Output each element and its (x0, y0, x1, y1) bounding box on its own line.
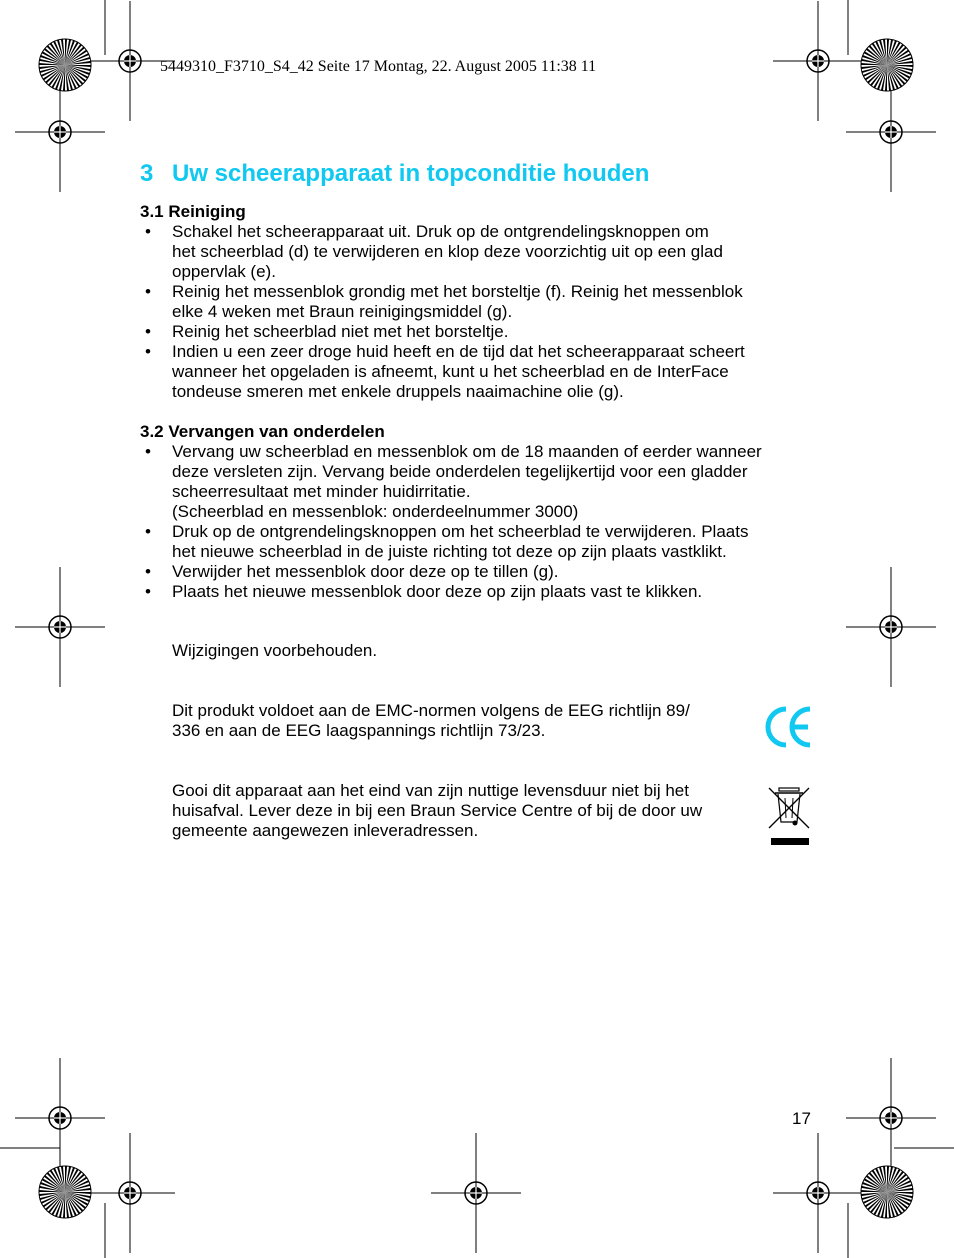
bullet: • (145, 442, 151, 461)
chapter-number: 3 (140, 160, 154, 187)
text-line: Schakel het scheerapparaat uit. Druk op de ontgrendelingsknoppen om (172, 222, 709, 241)
text-line: Verwijder het messenblok door deze op te tillen (g). (172, 562, 559, 581)
change-notice: Wijzigingen voorbehouden. (172, 641, 378, 660)
text-line: gemeente aangewezen inleveradressen. (172, 821, 479, 840)
color-bar-starburst-icon (861, 1166, 913, 1218)
text-line: tondeuse smeren met enkele druppels naaimachine olie (g). (172, 382, 624, 401)
list-item (140, 342, 820, 402)
registration-mark-icon (15, 567, 105, 687)
list-item (140, 282, 820, 322)
color-bar-starburst-icon (39, 1166, 91, 1218)
registration-mark-icon (846, 567, 936, 687)
registration-mark-icon (431, 1133, 521, 1253)
text-line: Vervang uw scheerblad en messenblok om de 18 maanden of eerder wanneer (172, 442, 762, 461)
color-bar-starburst-icon (39, 39, 91, 91)
text-line: Reinig het messenblok grondig met het borsteltje (f). Reinig het messenblok (172, 282, 743, 301)
list-item (140, 522, 820, 562)
list-item (140, 222, 820, 282)
text-line: Plaats het nieuwe messenblok door deze op zijn plaats vast te klikken. (172, 582, 703, 601)
bullet: • (145, 582, 151, 601)
page-number: 17 (792, 1109, 811, 1128)
text-line: oppervlak (e). (172, 262, 276, 281)
main-content (140, 202, 820, 602)
list-item (140, 582, 820, 602)
text-line: deze versleten zijn. Vervang beide onderdelen tegelijkertijd voor een gladder (172, 462, 748, 481)
section-heading: 3.2 Vervangen van onderdelen (140, 422, 385, 441)
print-slug-line: 5449310_F3710_S4_42 Seite 17 Montag, 22. August 2005 11:38 11 (160, 58, 597, 75)
section-heading: 3.1 Reiniging (140, 202, 246, 221)
text-line: het scheerblad (d) te verwijderen en klop deze voorzichtig uit op een glad (172, 242, 723, 261)
text-line: elke 4 weken met Braun reinigingsmiddel (g). (172, 302, 513, 321)
page-title (140, 160, 649, 188)
emc-statement (172, 701, 752, 741)
list-item (140, 442, 820, 522)
text-line: Reinig het scheerblad niet met het borsteltje. (172, 322, 509, 341)
ce-mark-icon (764, 704, 814, 750)
color-bar-starburst-icon (861, 39, 913, 91)
disposal-statement (172, 781, 757, 841)
section-gap (140, 402, 820, 422)
registration-mark-icon (773, 1, 863, 121)
bullet: • (145, 562, 151, 581)
text-line: huisafval. Lever deze in bij een Braun Service Centre of bij de door uw (172, 801, 703, 820)
text-line: Druk op de ontgrendelingsknoppen om het scheerblad te verwijderen. Plaats (172, 522, 749, 541)
text-line: (Scheerblad en messenblok: onderdeelnummer 3000) (172, 502, 579, 521)
text-line: scheerresultaat met minder huidirritatie. (172, 482, 471, 501)
registration-mark-icon (15, 1058, 105, 1178)
registration-mark-icon (846, 1058, 936, 1178)
text-line: Gooi dit apparaat aan het eind van zijn nuttige levensduur niet bij het (172, 781, 689, 800)
crossed-out-bin-icon (765, 784, 813, 848)
text-line: Indien u een zeer droge huid heeft en de tijd dat het scheerapparaat scheert (172, 342, 745, 361)
bullet-list (140, 442, 820, 602)
list-item (140, 322, 820, 342)
text-line: wanneer het opgeladen is afneemt, kunt u het scheerblad en de InterFace (172, 362, 729, 381)
bullet: • (145, 342, 151, 361)
bullet: • (145, 522, 151, 541)
text-line: Dit produkt voldoet aan de EMC-normen volgens de EEG richtlijn 89/ (172, 701, 690, 720)
bullet-list (140, 222, 820, 402)
text-line: 336 en aan de EEG laagspannings richtlijn 73/23. (172, 721, 546, 740)
registration-mark-icon (85, 1133, 175, 1253)
bullet: • (145, 322, 151, 341)
bullet: • (145, 282, 151, 301)
text-line: het nieuwe scheerblad in de juiste richting tot deze op zijn plaats vastklikt. (172, 542, 727, 561)
bullet: • (145, 222, 151, 241)
registration-mark-icon (773, 1133, 863, 1253)
chapter-title: Uw scheerapparaat in topconditie houden (172, 160, 650, 187)
list-item (140, 562, 820, 582)
